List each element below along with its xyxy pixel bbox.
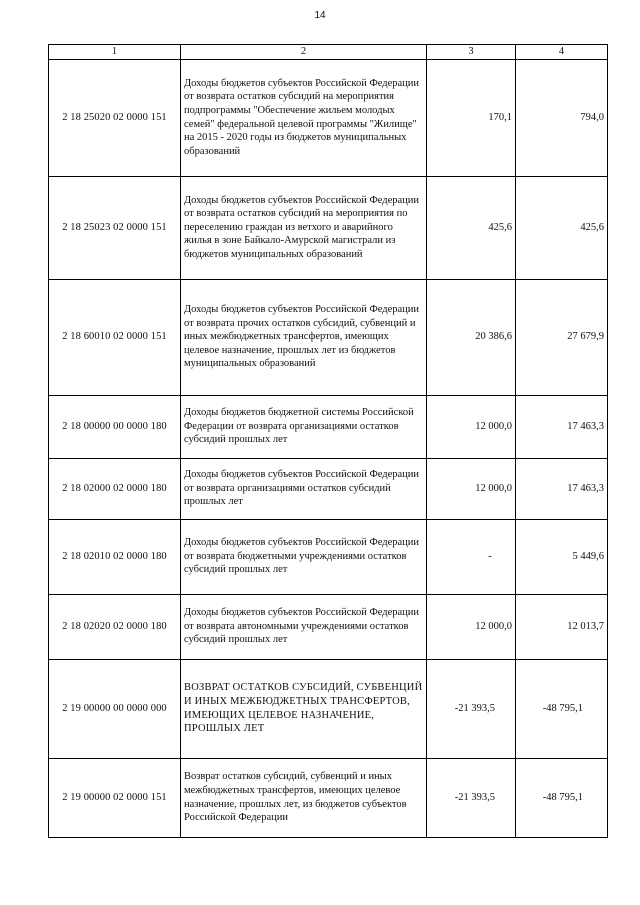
value-column-4: 5 449,6 <box>516 519 608 594</box>
budget-code: 2 18 02020 02 0000 180 <box>49 594 181 659</box>
income-description: Доходы бюджетов субъектов Российской Федерации от возврата бюджетными учреждениями остатков субсидий прошлых лет <box>181 519 427 594</box>
table-row <box>49 519 608 594</box>
value-column-4: -48 795,1 <box>516 659 608 758</box>
income-description: Доходы бюджетов субъектов Российской Федерации от возврата остатков субсидий на мероприятия по переселению граждан из ветхого и аварийного жилья в зоне Байкало-Амурской магистрали из бюджетов муниципальных образований <box>181 176 427 279</box>
income-description: Доходы бюджетов субъектов Российской Федерации от возврата прочих остатков субсидий, субвенций и иных межбюджетных трансфертов, имеющих целевое назначение, прошлых лет из бюджетов муниципальных образований <box>181 279 427 395</box>
budget-code: 2 18 60010 02 0000 151 <box>49 279 181 395</box>
table-row <box>49 395 608 458</box>
value-column-4: -48 795,1 <box>516 758 608 837</box>
income-description: Доходы бюджетов субъектов Российской Федерации от возврата остатков субсидий на мероприятия подпрограммы "Обеспечение жильем молодых семей" федеральной целевой программы "Жилище" на 2015 - 2020 годы из бюджетов муниципальных образований <box>181 59 427 176</box>
table-row <box>49 59 608 176</box>
value-column-4: 17 463,3 <box>516 458 608 519</box>
table-row <box>49 758 608 837</box>
budget-code: 2 18 00000 00 0000 180 <box>49 395 181 458</box>
value-column-4: 17 463,3 <box>516 395 608 458</box>
value-column-4: 27 679,9 <box>516 279 608 395</box>
income-description: Возврат остатков субсидий, субвенций и иных межбюджетных трансфертов, имеющих целевое назначение, прошлых лет, из бюджетов субъектов Российской Федерации <box>181 758 427 837</box>
value-column-4: 794,0 <box>516 59 608 176</box>
value-column-3: 12 000,0 <box>427 458 516 519</box>
table-row <box>49 594 608 659</box>
column-header-3: 3 <box>427 45 516 60</box>
value-column-3: -21 393,5 <box>427 758 516 837</box>
table-header-row <box>49 45 608 60</box>
budget-code: 2 18 25020 02 0000 151 <box>49 59 181 176</box>
column-header-2: 2 <box>181 45 427 60</box>
budget-code: 2 18 02000 02 0000 180 <box>49 458 181 519</box>
value-column-3: 170,1 <box>427 59 516 176</box>
value-column-3: - <box>427 519 516 594</box>
table-row <box>49 279 608 395</box>
table-row <box>49 659 608 758</box>
value-column-3: 12 000,0 <box>427 395 516 458</box>
value-column-3: 425,6 <box>427 176 516 279</box>
budget-code: 2 19 00000 00 0000 000 <box>49 659 181 758</box>
value-column-3: -21 393,5 <box>427 659 516 758</box>
value-column-4: 425,6 <box>516 176 608 279</box>
page-number: 14 <box>314 10 326 21</box>
income-description: ВОЗВРАТ ОСТАТКОВ СУБСИДИЙ, СУБВЕНЦИЙ И ИНЫХ МЕЖБЮДЖЕТНЫХ ТРАНСФЕРТОВ, ИМЕЮЩИХ ЦЕЛЕВОЕ НАЗНАЧЕНИЕ, ПРОШЛЫХ ЛЕТ <box>181 659 427 758</box>
budget-code: 2 18 02010 02 0000 180 <box>49 519 181 594</box>
budget-code: 2 19 00000 02 0000 151 <box>49 758 181 837</box>
value-column-3: 20 386,6 <box>427 279 516 395</box>
value-column-4: 12 013,7 <box>516 594 608 659</box>
value-column-3: 12 000,0 <box>427 594 516 659</box>
income-description: Доходы бюджетов субъектов Российской Федерации от возврата автономными учреждениями остатков субсидий прошлых лет <box>181 594 427 659</box>
income-description: Доходы бюджетов бюджетной системы Российской Федерации от возврата организациями остатков субсидий прошлых лет <box>181 395 427 458</box>
budget-revenue-table <box>48 44 608 838</box>
table-row <box>49 176 608 279</box>
table-row <box>49 458 608 519</box>
column-header-4: 4 <box>516 45 608 60</box>
column-header-1: 1 <box>49 45 181 60</box>
income-description: Доходы бюджетов субъектов Российской Федерации от возврата организациями остатков субсидий прошлых лет <box>181 458 427 519</box>
budget-code: 2 18 25023 02 0000 151 <box>49 176 181 279</box>
